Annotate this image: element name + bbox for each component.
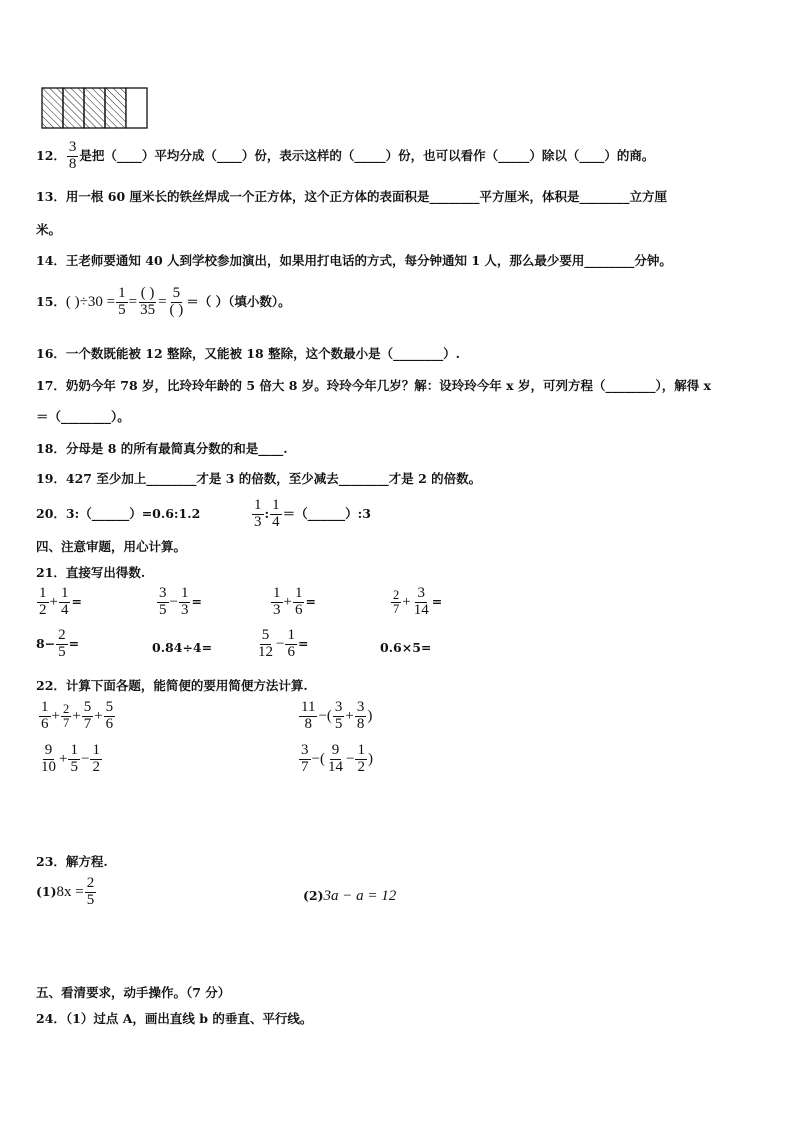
q21-expr-5: 8− $\frac{2}{5}$ =: [36, 627, 80, 660]
shaded-part: [63, 88, 84, 128]
q21-expr-7: $\frac{5}{12}$ − $\frac{1}{6}$ =: [258, 627, 309, 660]
question-21-title: 21．直接写出得数.: [36, 565, 146, 580]
q22-expr-1: $\frac{1}{6}$ + $\frac{2}{7}$ + $\frac{5}{7}$ + $\frac{5}{6}$: [41, 699, 114, 732]
question-20: 20．3:（______）=0.6:1.2 $\frac{1}{3}$ : $\frac{1}{4}$ ＝（______）:3: [36, 497, 371, 530]
section-5-heading: 五、看清要求，动手操作。（7 分）: [36, 985, 231, 1000]
question-22-title: 22．计算下面各题，能简便的要用简便方法计算.: [36, 678, 308, 693]
question-13-line2: 米。: [36, 222, 62, 237]
q21-expr-1: $\frac{1}{2}$ + $\frac{1}{4}$ =: [39, 585, 82, 618]
q22-expr-3: $\frac{9}{10}$ + $\frac{1}{5}$ − $\frac{1}{2}$: [41, 742, 100, 775]
question-23-title: 23．解方程.: [36, 854, 108, 869]
q21-expr-2: $\frac{3}{5}$ − $\frac{1}{3}$ =: [159, 585, 202, 618]
q23-equation-1: (1)8x = $\frac{2}{5}$: [36, 875, 95, 908]
fraction-3-8: $\frac{3}{8}$: [68, 139, 77, 172]
question-16: 16．一个数既能被 12 整除，又能被 18 整除，这个数最小是（________）.: [36, 346, 460, 361]
shaded-part: [84, 88, 105, 128]
q22-expr-4: $\frac{3}{7}$ −( $\frac{9}{14}$ − $\frac{1}{2}$ ): [301, 742, 373, 775]
q21-expr-8: 0.6×5=: [380, 640, 432, 655]
section-4-heading: 四、注意审题，用心计算。: [36, 539, 187, 554]
question-14: 14．王老师要通知 40 人到学校参加演出，如果用打电话的方式，每分钟通知 1 人，那么最少要用________分钟。: [36, 253, 672, 268]
question-13-line1: 13．用一根 60 厘米长的铁丝焊成一个正方体，这个正方体的表面积是________平方厘米，体积是________立方厘: [36, 189, 667, 204]
shaded-part: [42, 88, 63, 128]
question-17-line1: 17．奶奶今年 78 岁，比玲玲年龄的 5 倍大 8 岁。玲玲今年几岁？解：设玲玲今年 x 岁，可列方程（________），解得 x: [36, 378, 712, 393]
q21-expr-3: $\frac{1}{3}$ + $\frac{1}{6}$ =: [273, 585, 316, 618]
q21-expr-6: 0.84÷4=: [152, 640, 213, 655]
shaded-part: [105, 88, 126, 128]
q21-expr-4: $\frac{2}{7}$ + $\frac{3}{14}$ =: [393, 585, 443, 618]
shaded-rectangle-figure: [40, 86, 150, 130]
unshaded-part: [126, 88, 147, 128]
q23-equation-2: (2)3a − a = 12: [303, 888, 397, 904]
question-12: 12． $\frac{3}{8}$ 是把（____）平均分成（____）份，表示这样的（_____）份，也可以看作（_____）除以（____）的商。: [36, 139, 655, 172]
q22-expr-2: $\frac{11}{8}$ −( $\frac{3}{5}$ + $\frac{3}{8}$ ): [301, 699, 373, 732]
question-19: 19．427 至少加上________才是 3 的倍数，至少减去________才是 2 的倍数。: [36, 471, 482, 486]
question-24: 24．（1）过点 A，画出直线 b 的垂直、平行线。: [36, 1011, 313, 1026]
question-15: 15．( )÷30 = $\frac{1}{5}$ = $\frac{( )}{35}$ = $\frac{5}{( )}$ ＝（ ）（填小数）。: [36, 285, 291, 318]
question-17-line2: ＝（________）。: [36, 409, 130, 424]
question-18: 18．分母是 8 的所有最简真分数的和是____.: [36, 441, 288, 456]
